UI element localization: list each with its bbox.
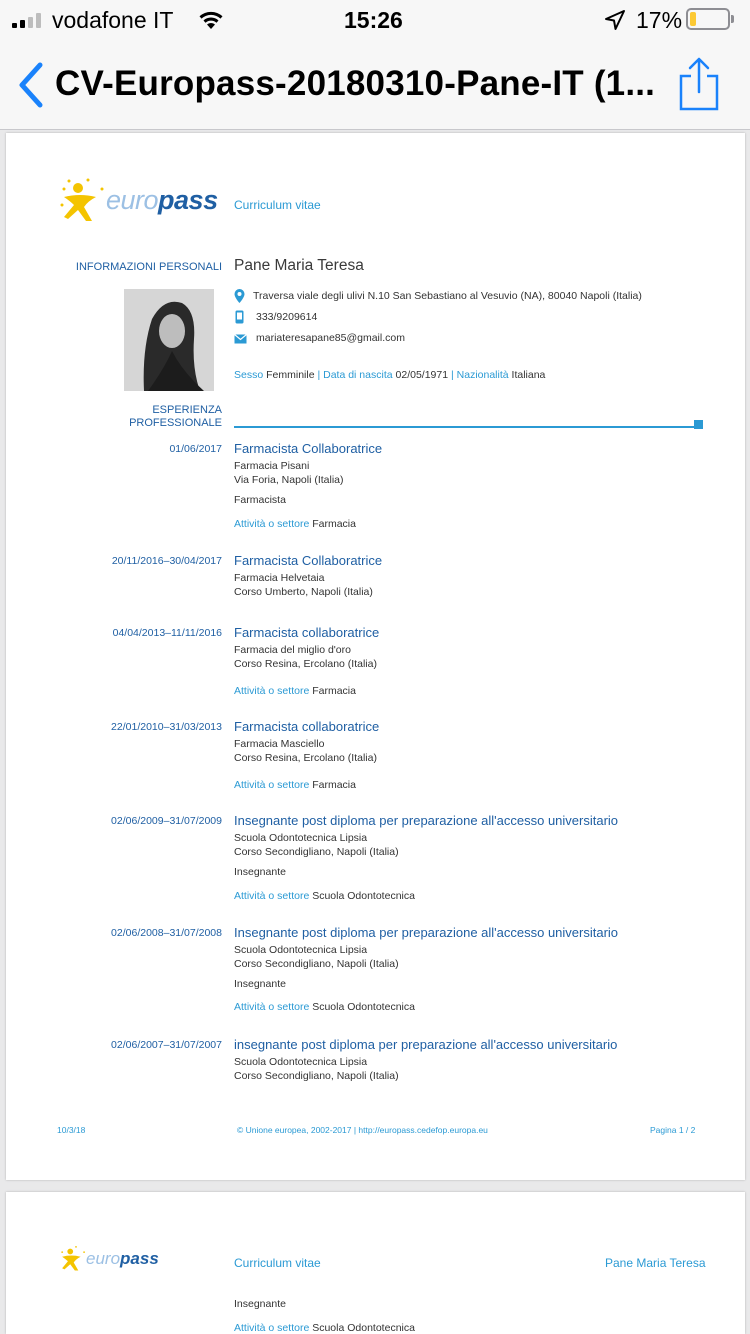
job-date: 20/11/2016–30/04/2017 (111, 555, 222, 567)
job-title: Farmacista Collaboratrice (234, 441, 383, 456)
job-date: 02/06/2007–31/07/2007 (111, 1039, 222, 1051)
battery-percent: 17% (636, 7, 683, 33)
location-arrow-icon (604, 9, 626, 31)
wifi-icon (197, 9, 225, 31)
experience-label-line1: ESPERIENZA (152, 404, 222, 416)
job-sector: Attività o settore Scuola Odontotecnica (234, 1001, 415, 1013)
europass-logo (58, 175, 228, 227)
job-sector: Attività o settore Farmacia (234, 685, 356, 697)
job-title: Farmacista Collaboratrice (234, 553, 383, 568)
job-address: Corso Secondigliano, Napoli (Italia) (234, 846, 399, 858)
share-icon[interactable] (678, 56, 720, 112)
status-bar (0, 0, 750, 40)
job-employer: Farmacia del miglio d'oro (234, 644, 351, 656)
job-role: Insegnante (234, 866, 286, 878)
curriculum-vitae-label: Curriculum vitae (234, 198, 321, 212)
job-role: Insegnante (234, 1298, 286, 1310)
footer-page-number: Pagina 1 / 2 (650, 1125, 696, 1135)
job-address: Corso Umberto, Napoli (Italia) (234, 586, 373, 598)
job-sector: Attività o settore Farmacia (234, 779, 356, 791)
pdf-page-2[interactable] (6, 1192, 745, 1334)
job-sector: Attività o settore Farmacia (234, 518, 356, 530)
job-employer: Farmacia Pisani (234, 460, 310, 472)
job-title: Farmacista collaboratrice (234, 625, 380, 640)
job-address: Corso Resina, Ercolano (Italia) (234, 658, 377, 670)
job-employer: Farmacia Masciello (234, 738, 325, 750)
carrier-name: vodafone IT (52, 7, 174, 33)
europass-logo-text: europass (106, 185, 218, 215)
job-sector: Attività o settore Scuola Odontotecnica (234, 890, 415, 902)
job-title: Insegnante post diploma per preparazione all'accesso universitario (234, 813, 619, 828)
mobile-phone-icon (235, 310, 244, 324)
job-date: 02/06/2009–31/07/2009 (111, 815, 222, 827)
job-title: Insegnante post diploma per preparazione all'accesso universitario (234, 925, 619, 940)
job-address: Corso Secondigliano, Napoli (Italia) (234, 1070, 399, 1082)
battery-icon (686, 8, 730, 30)
job-address: Corso Resina, Ercolano (Italia) (234, 752, 377, 764)
email-envelope-icon (234, 334, 247, 344)
job-employer: Scuola Odontotecnica Lipsia (234, 1056, 368, 1068)
profile-photo (124, 289, 214, 391)
job-address: Corso Secondigliano, Napoli (Italia) (234, 958, 399, 970)
battery-tip (731, 15, 734, 23)
job-date: 02/06/2008–31/07/2008 (111, 927, 222, 939)
personal-details-row: Sesso Femminile | Data di nascita 02/05/1971 | Nazionalità Italiana (234, 369, 546, 381)
back-chevron-icon[interactable] (16, 62, 44, 108)
europass-logo (58, 1244, 168, 1274)
job-sector: Attività o settore Scuola Odontotecnica (234, 1322, 415, 1334)
job-date: 22/01/2010–31/03/2013 (111, 721, 222, 733)
address-text: Traversa viale degli ulivi N.10 San Sebastiano al Vesuvio (NA), 80040 Napoli (Italia) (253, 290, 642, 302)
experience-label-line2: PROFESSIONALE (129, 417, 222, 429)
section-divider-end (694, 420, 703, 429)
location-pin-icon (234, 289, 245, 303)
job-date: 01/06/2017 (169, 443, 222, 455)
section-divider (234, 426, 694, 428)
europass-logo-text: europass (86, 1249, 159, 1268)
pdf-page-1[interactable] (6, 133, 745, 1180)
header-person-name: Pane Maria Teresa (605, 1256, 706, 1270)
footer-date: 10/3/18 (57, 1125, 86, 1135)
personal-info-label: INFORMAZIONI PERSONALI (75, 261, 222, 273)
person-name: Pane Maria Teresa (234, 257, 364, 274)
job-address: Via Foria, Napoli (Italia) (234, 474, 344, 486)
job-title: insegnante post diploma per preparazione all'accesso universitario (234, 1037, 618, 1052)
job-date: 04/04/2013–11/11/2016 (112, 627, 222, 639)
email-address: mariateresapane85@gmail.com (256, 332, 405, 344)
job-employer: Scuola Odontotecnica Lipsia (234, 832, 368, 844)
document-title: CV-Europass-20180310-Pane-IT (1... (55, 64, 656, 103)
job-title: Farmacista collaboratrice (234, 719, 380, 734)
job-role: Farmacista (234, 494, 286, 506)
clock: 15:26 (344, 7, 403, 33)
curriculum-vitae-label: Curriculum vitae (234, 1256, 321, 1270)
navigation-bar (0, 40, 750, 130)
job-role: Insegnante (234, 978, 286, 990)
job-employer: Farmacia Helvetaia (234, 572, 325, 584)
phone-number: 333/9209614 (256, 311, 318, 323)
signal-strength-icon (12, 12, 46, 28)
job-employer: Scuola Odontotecnica Lipsia (234, 944, 368, 956)
footer-copyright: © Unione europea, 2002-2017 | http://europass.cedefop.europa.eu (237, 1125, 488, 1135)
